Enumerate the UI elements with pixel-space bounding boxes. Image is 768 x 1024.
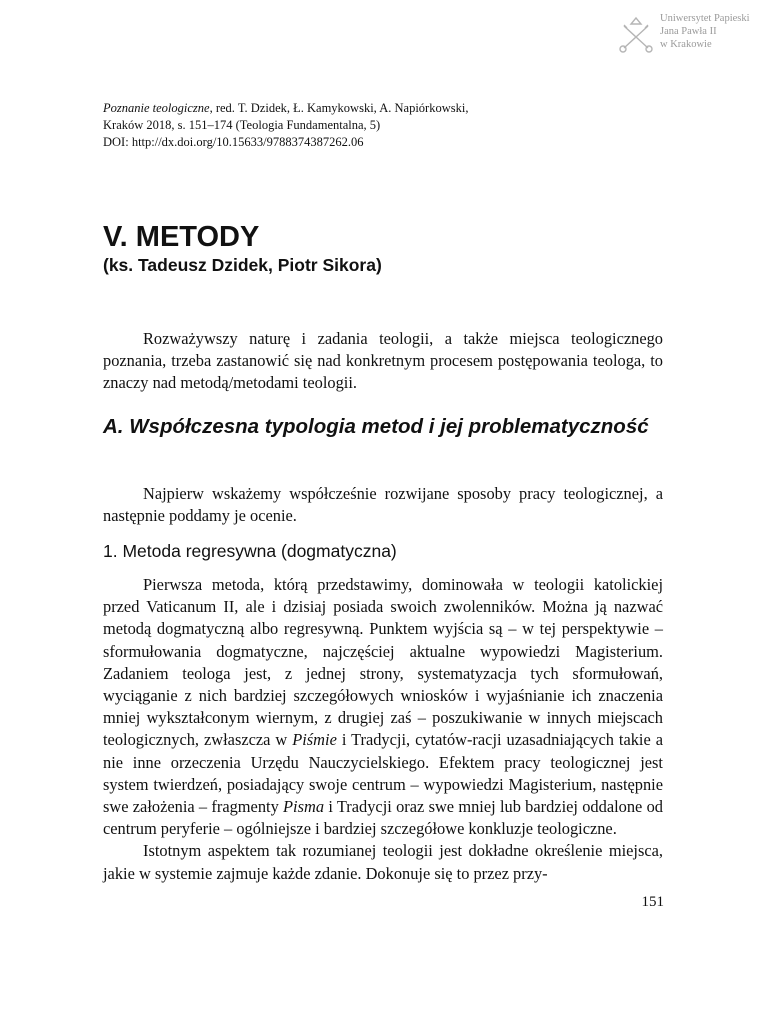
subsection-1-body — [103, 574, 663, 885]
chapter-authors: (ks. Tadeusz Dzidek, Piotr Sikora) — [103, 255, 382, 275]
university-name-line: w Krakowie — [660, 39, 712, 50]
section-a-title: A. Współczesna typologia metod i jej problematyczność — [103, 415, 649, 438]
university-name-line: Uniwersytet Papieski — [660, 13, 750, 24]
university-name — [660, 12, 750, 51]
method-text: i Tradycji, cytatów-racji uzasadniających takie a nie inne orzeczenia Urzędu Nauczycielskiego. Efektem pracy teologicznej jest system twierdzeń, posiadający swoje centrum – wypowiedzi Magisterium, następnie swe założenia – fragmenty — [103, 730, 663, 817]
citation-block — [103, 100, 663, 151]
intro-paragraph: Rozważywszy naturę i zadania teologii, a także miejsca teologicznego poznania, trzeba zastanowić się nad konkretnym procesem postępowania teologa, to znaczy nad metodą/metodami teologii. — [103, 329, 663, 393]
university-logo — [618, 12, 758, 60]
scripture-term: Piśmie — [292, 730, 337, 750]
method-text: i Tradycji oraz swe mniej lub bardziej oddalone od centrum peryferie – ogólniejsze i bardziej szczegółowe konkluzje teologiczne. — [103, 797, 663, 839]
subsection-1-title: 1. Metoda regresywna (dogmatyczna) — [103, 541, 397, 561]
book-title: Poznanie teologiczne — [103, 101, 210, 115]
method-text: Pierwsza metoda, którą przedstawimy, dominowała w teologii katolickiej przed Vaticanum II, ale i dzisiaj posiada swoich zwolenników. Można ją nazwać metodą dogmatyczną albo regresywną. Punktem wyjścia są – w tej perspektywie – sformułowania dogmatyczne, najczęściej aktualne wypowiedzi Magisterium. Zadaniem teologa jest, z jednej strony, systematyzacja tych sformułowań, wyciąganie z nich bardziej szczegółowych wniosków i wyjaśnianie ich znaczenia mniej wykształconym wiernym, z drugiej zaś – poszukiwanie w innych miejscach teologicznych, zwłaszcza w — [103, 575, 663, 750]
book-editors: , red. T. Dzidek, Ł. Kamykowski, A. Napiórkowski, — [209, 101, 469, 115]
section-a-paragraph: Najpierw wskażemy współcześnie rozwijane sposoby pracy teologicznej, a następnie poddamy je ocenie. — [103, 484, 663, 526]
citation-line-2: Kraków 2018, s. 151–174 (Teologia Fundamentalna, 5) — [103, 118, 381, 132]
citation-line-1 — [103, 100, 663, 117]
university-name-line: Jana Pawła II — [660, 26, 717, 37]
doi-line: DOI: http://dx.doi.org/10.15633/9788374387262.06 — [103, 135, 364, 149]
page-number: 151 — [641, 894, 664, 910]
papal-keys-emblem-icon — [618, 16, 654, 54]
method-paragraph-1 — [103, 574, 663, 840]
chapter-title: V. METODY — [103, 221, 260, 253]
method-paragraph-2: Istotnym aspektem tak rozumianej teologii jest dokładne określenie miejsca, jakie w systemie zajmuje każde zdanie. Dokonuje się to przez przy- — [103, 841, 663, 883]
scripture-term: Pisma — [283, 797, 325, 817]
